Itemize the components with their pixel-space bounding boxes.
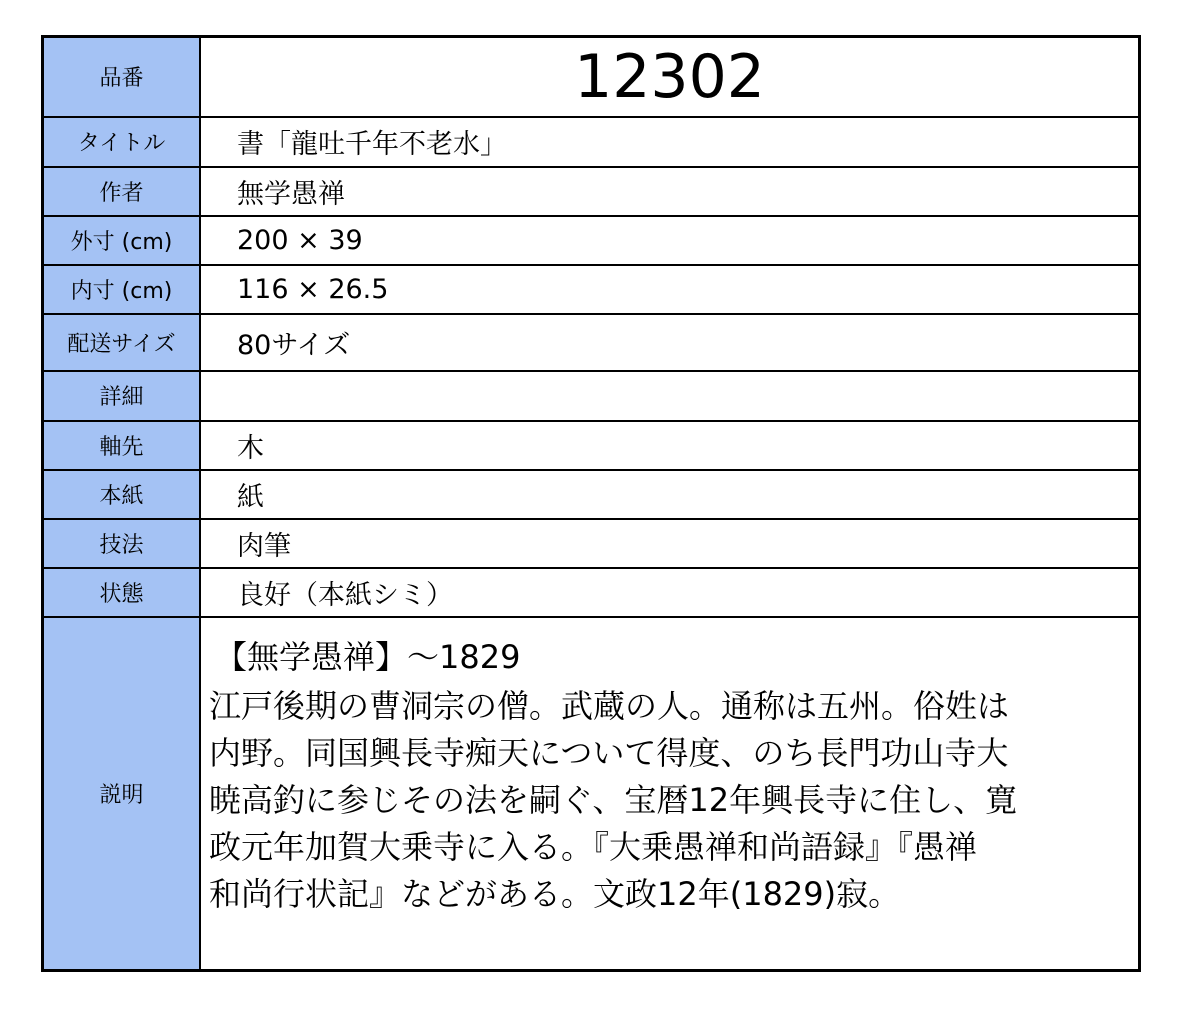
label-inner-size: 内寸 (cm) [43, 265, 201, 314]
label-condition: 状態 [43, 568, 201, 617]
label-technique: 技法 [43, 519, 201, 568]
label-title: タイトル [43, 117, 201, 167]
value-technique: 肉筆 [200, 519, 1140, 568]
value-outer-size: 200 × 39 [200, 216, 1140, 265]
row-technique [43, 519, 1140, 568]
item-spec-table [41, 35, 1141, 972]
label-item-number: 品番 [43, 37, 201, 117]
value-item-number: 12302 [200, 37, 1140, 117]
label-author: 作者 [43, 167, 201, 216]
row-details [43, 371, 1140, 421]
row-base-material [43, 470, 1140, 519]
row-condition [43, 568, 1140, 617]
row-outer-size [43, 216, 1140, 265]
description-line: 江戸後期の曹洞宗の僧。武蔵の人。通称は五州。俗姓は [209, 686, 1010, 725]
row-inner-size [43, 265, 1140, 314]
description-line: 政元年加賀大乗寺に入る。『大乗愚禅和尚語録』『愚禅 [209, 827, 978, 866]
value-condition: 良好（本紙シミ） [200, 568, 1140, 617]
label-roller-end: 軸先 [43, 421, 201, 470]
row-author [43, 167, 1140, 216]
label-base-material: 本紙 [43, 470, 201, 519]
value-inner-size: 116 × 26.5 [200, 265, 1140, 314]
description-heading: 【無学愚禅】～1829 [215, 637, 521, 676]
label-outer-size: 外寸 (cm) [43, 216, 201, 265]
label-shipping-size: 配送サイズ [43, 314, 201, 371]
description-line: 和尚行状記』などがある。文政12年(1829)寂。 [209, 874, 901, 913]
row-description [43, 617, 1140, 971]
description-line: 内野。同国興長寺痴天について得度、のち長門功山寺大 [209, 733, 1009, 772]
row-title [43, 117, 1140, 167]
value-author: 無学愚禅 [200, 167, 1140, 216]
description-text [200, 617, 1140, 971]
description-line: 暁高釣に参じその法を嗣ぐ、宝暦12年興長寺に住し、寛 [209, 780, 1018, 819]
value-title: 書「龍吐千年不老水」 [200, 117, 1140, 167]
row-shipping-size [43, 314, 1140, 371]
row-roller-end [43, 421, 1140, 470]
value-roller-end: 木 [200, 421, 1140, 470]
row-item-number [43, 37, 1140, 117]
label-description: 説明 [43, 617, 201, 971]
value-details [200, 371, 1140, 421]
value-shipping-size: 80サイズ [200, 314, 1140, 371]
value-base-material: 紙 [200, 470, 1140, 519]
label-details: 詳細 [43, 371, 201, 421]
